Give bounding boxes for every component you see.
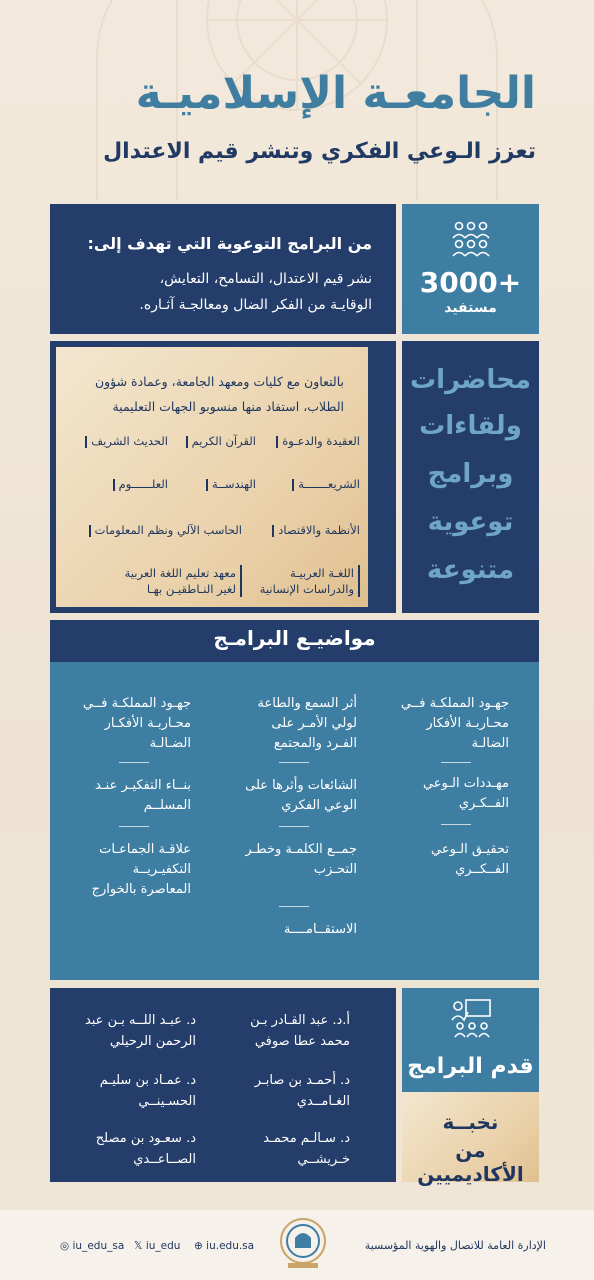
unit-science: العلــــــوم: [109, 477, 168, 491]
cooperation-line-1: بالتعاون مع كليات ومعهد الجامعة، وعمادة شؤون: [94, 374, 344, 389]
unit-arabic-institute: معهد تعليم اللغة العربية لغير النـاطقيـن بهـا: [106, 565, 242, 597]
department-name: الإدارة العامة للاتصال والهوية المؤسسية: [364, 1239, 546, 1252]
aims-text: [72, 266, 372, 318]
divider: [279, 762, 309, 763]
topic-mid-1: أثر السمع والطاعة لولي الأمـر على الفـرد والمجتمع: [257, 696, 357, 751]
main-subtitle: تعزز الـوعي الفكري وتنشر قيم الاعتدال: [103, 139, 536, 164]
side-word-2: ولقاءات: [419, 411, 522, 441]
divider: [279, 826, 309, 827]
unit-engineering: الهندســة: [202, 477, 256, 491]
aims-heading: من البرامج التوعوية التي تهدف إلى:: [87, 234, 372, 253]
topic-left-3: علاقـة الجماعـات التكفيـريــة المعاصرة بالخوارج: [91, 842, 191, 897]
unit-computer: الحاسب الآلي ونظم المعلومات: [85, 523, 242, 537]
presenter-2: د. أحمـد بن صابـر الغـامــدي: [254, 1073, 350, 1109]
side-word-3: وبرامج: [427, 459, 514, 489]
topic-right-2: مهـددات الـوعي الفــكـري: [422, 776, 509, 811]
beneficiaries-count: 3000+: [419, 266, 522, 299]
presenters-title: قدم البرامج: [407, 1054, 534, 1079]
presenter-5: د. عمـاد بن سليـم الحسـينــي: [99, 1073, 196, 1109]
unit-sharia: الشريعـــــــة: [288, 477, 360, 491]
x-icon: 𝕏: [134, 1240, 143, 1252]
topic-left-2: بنــاء التفكيـر عنـد المسلــم: [95, 778, 191, 813]
beneficiaries-label: مستفيد: [444, 300, 497, 316]
aims-line-2: الوقايـة من الفكر الضال ومعالجـة آثـاره.: [139, 297, 372, 313]
divider: [441, 762, 471, 763]
aims-line-1: نشر قيم الاعتدال، التسامح، التعايش،: [159, 271, 372, 287]
globe-icon: ⊕: [194, 1240, 203, 1252]
cooperation-panel: [56, 347, 368, 607]
instagram-handle[interactable]: ◎ iu_edu_sa: [60, 1240, 125, 1252]
unit-aqeedah: العقيدة والدعـوة: [272, 434, 360, 448]
presenter-6: د. سعـود بن مصلح الصــاعــدي: [95, 1131, 196, 1167]
instagram-icon: ◎: [60, 1240, 70, 1252]
topics-panel: [50, 662, 539, 980]
cooperation-frame: [50, 341, 396, 613]
unit-systems-economics: الأنظمة والاقتصاد: [268, 523, 360, 537]
topic-right-1: جهـود المملكـة فــي محـاربـة الأفكار الضالـة: [400, 696, 509, 751]
audience-icon: [450, 220, 492, 258]
university-logo: [278, 1216, 328, 1272]
cooperation-text: [54, 369, 344, 419]
topic-mid-2: الشائعات وأثرها على الوعي الفكري: [245, 778, 357, 813]
topic-mid-4: الاستقــامــــة: [283, 922, 357, 937]
elite-line-1: نخبــة: [442, 1110, 499, 1134]
divider: [441, 824, 471, 825]
website-link[interactable]: ⊕ iu.edu.sa: [194, 1240, 255, 1252]
presenter-1: أ.د. عبد القـادر بـن محمد عطا صوفي: [250, 1013, 350, 1049]
activities-panel: [402, 341, 539, 613]
presenter-3: د. سـالـم محمـد خـريشــي: [263, 1131, 350, 1167]
unit-quran: القرآن الكريم: [182, 434, 256, 448]
topics-header: [50, 620, 539, 662]
presenters-title-panel: [402, 988, 539, 1092]
side-word-1: محاضرات: [410, 365, 531, 395]
presenters-list-panel: [50, 988, 396, 1182]
x-handle[interactable]: 𝕏 iu_edu: [134, 1240, 181, 1252]
main-title: الجامعـة الإسلاميـة: [135, 68, 536, 119]
topic-right-3: تحقيـق الـوعي الفــكــري: [431, 842, 509, 877]
presenter-4: د. عبـد اللــه بـن عبد الرحمن الرحيلي: [84, 1013, 196, 1049]
cooperation-line-2: الطلاب، استفاد منها منسوبو الجهات التعليمية: [112, 399, 344, 414]
topic-left-1: جهـود المملكـة فــي محـاربـة الأفكـار الضـالـة: [82, 696, 191, 751]
topic-mid-3: جمــع الكلمـة وخطـر التحـزب: [245, 842, 357, 877]
aims-panel: [50, 204, 396, 334]
divider: [119, 762, 149, 763]
unit-hadith: الحديث الشريف: [81, 434, 168, 448]
unit-arabic-humanities: اللغـة العربيـة والدراسات الإنسانية: [244, 565, 360, 597]
side-word-4: توعوية: [427, 507, 514, 537]
elite-panel: [402, 1092, 539, 1186]
topics-heading: مواضيـع البرامـج: [213, 626, 376, 650]
divider: [279, 906, 309, 907]
beneficiaries-panel: [402, 204, 539, 334]
divider: [119, 826, 149, 827]
lecturer-icon: [450, 998, 494, 1038]
side-word-5: متنوعة: [426, 555, 515, 585]
elite-line-2: من الأكاديميين: [417, 1138, 524, 1186]
